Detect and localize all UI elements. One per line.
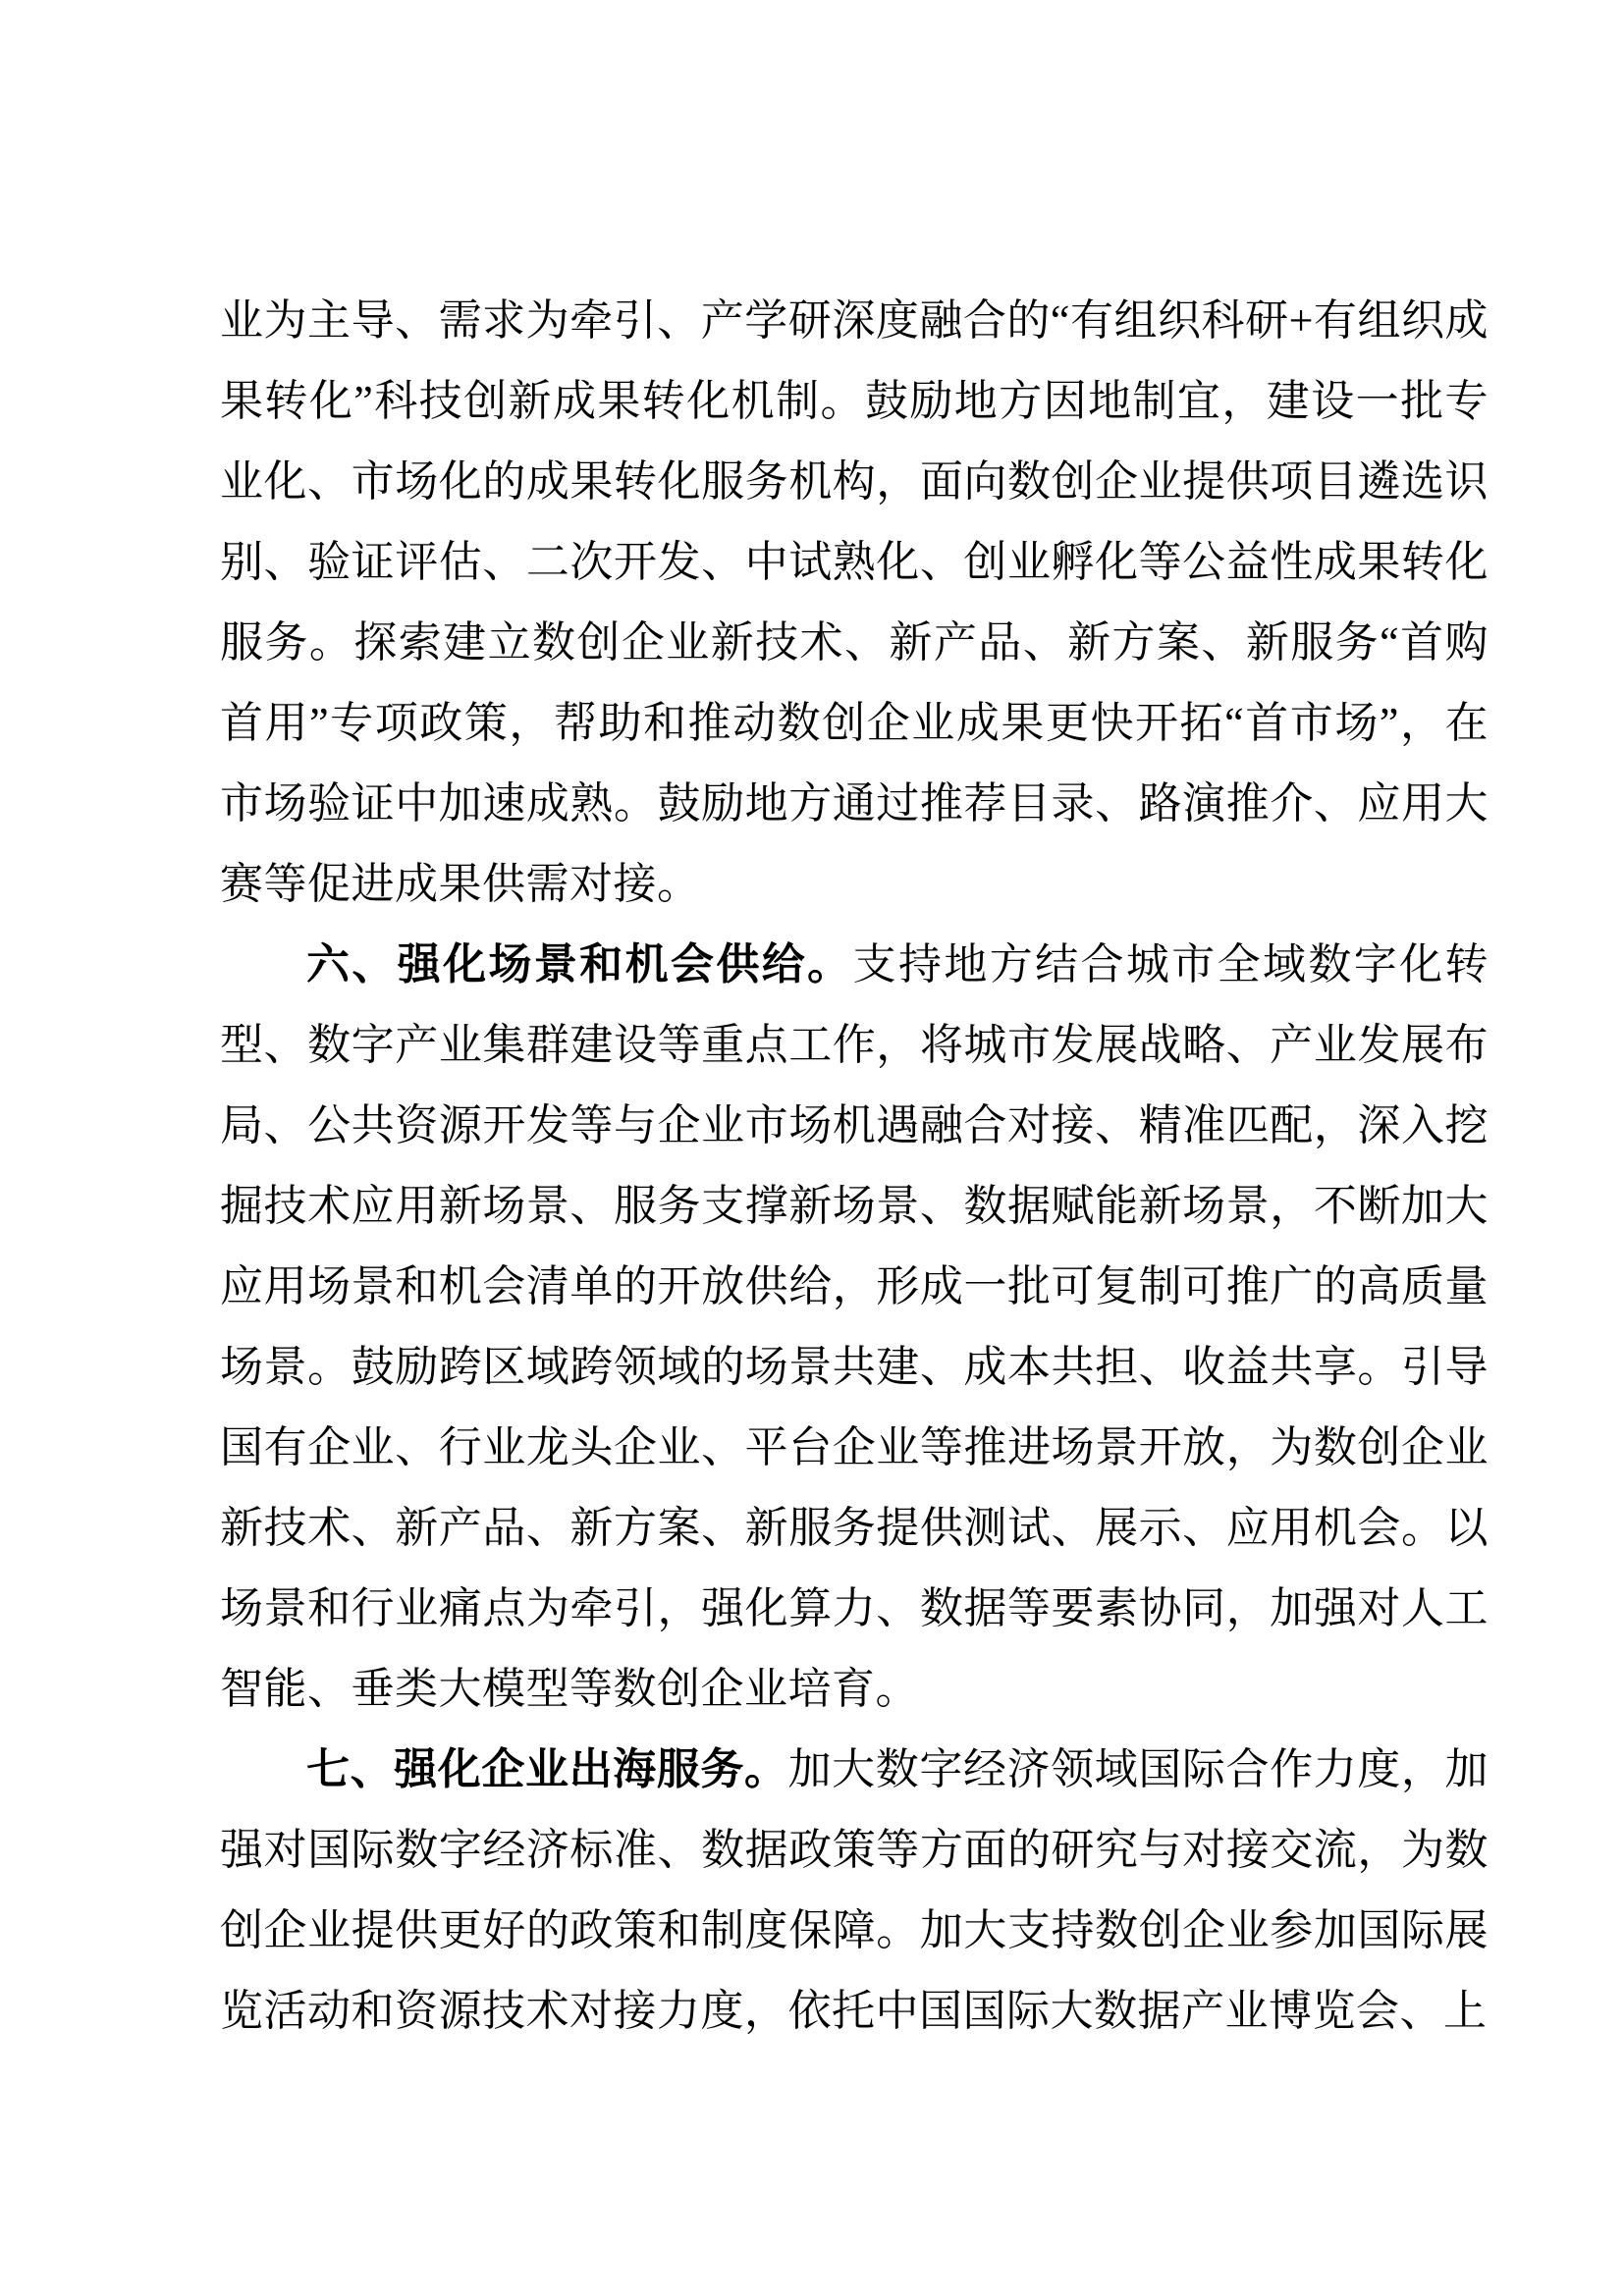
paragraph-text: 支持地方结合城市全域数字化转型、数字产业集群建设等重点工作，将城市发展战略、产业发展布局、公共资源开发等与企业市场机遇融合对接、精准匹配，深入挖掘技术应用新场景、服务支撑新场景、数据赋能新场景，不断加大应用场景和机会清单的开放供给，形成一批可复制可推广的高质量场景。鼓励跨区域跨领域的场景共建、成本共担、收益共享。引导国有企业、行业龙头企业、平台企业等推进场景开放，为数创企业新技术、新产品、新方案、新服务提供测试、展示、应用机会。以场景和行业痛点为牵引，强化算力、数据等要素协同，加强对人工智能、垂类大模型等数创企业培育。 xyxy=(220,940,1489,1713)
paragraph-text: 业为主导、需求为牵引、产学研深度融合的“有组织科研+有组织成果转化”科技创新成果转化机制。鼓励地方因地制宜，建设一批专业化、市场化的成果转化服务机构，面向数创企业提供项目遴选识别、验证评估、二次开发、中试熟化、创业孵化等公益性成果转化服务。探索建立数创企业新技术、新产品、新方案、新服务“首购首用”专项政策，帮助和推动数创企业成果更快开拓“首市场”，在市场验证中加速成熟。鼓励地方通过推荐目录、路演推介、应用大赛等促进成果供需对接。 xyxy=(220,296,1489,908)
paragraph-continued xyxy=(220,281,1489,925)
paragraph-section-7 xyxy=(220,1730,1489,2052)
paragraph-text: 加大数字经济领域国际合作力度，加强对国际数字经济标准、数据政策等方面的研究与对接交流，为数创企业提供更好的政策和制度保障。加大支持数创企业参加国际展览活动和资源技术对接力度，依托中国国际大数据产业博览会、上 xyxy=(220,1745,1489,2035)
section-7-heading: 七、强化企业出海服务。 xyxy=(306,1745,788,1793)
paragraph-section-6 xyxy=(220,925,1489,1730)
document-body-text xyxy=(220,281,1489,2052)
section-6-heading: 六、强化场景和机会供给。 xyxy=(306,940,853,988)
